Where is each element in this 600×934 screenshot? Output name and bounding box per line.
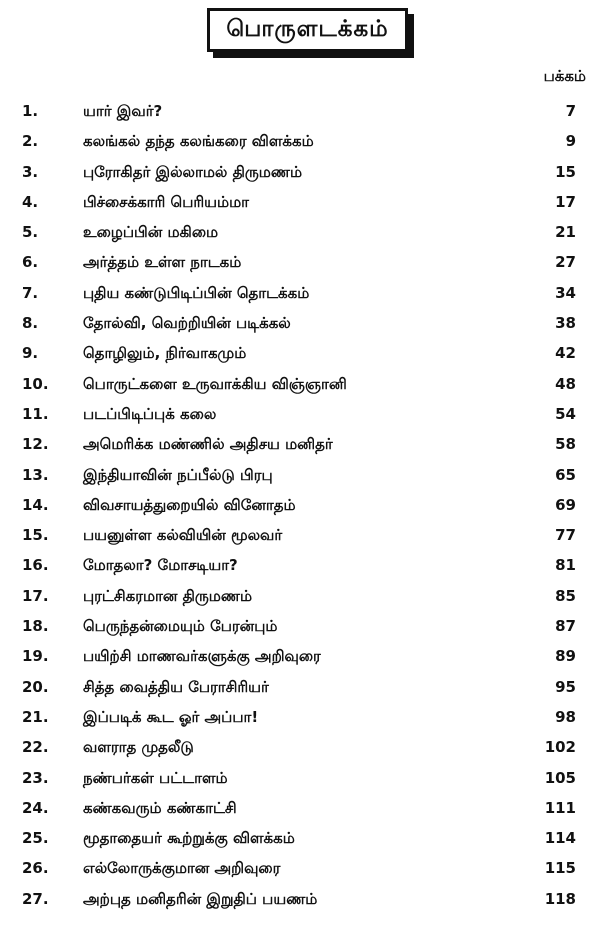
- toc-entry-page: 42: [555, 344, 576, 363]
- toc-entry-title: அற்புத மனிதரின் இறுதிப் பயணம்: [83, 889, 318, 908]
- toc-entry-number: 6.: [22, 253, 39, 272]
- toc-row: [0, 520, 600, 550]
- toc-entry-title: கலங்கல் தந்த கலங்கரை விளக்கம்: [83, 132, 314, 151]
- toc-entry-page: 111: [544, 798, 576, 817]
- toc-entry-page: 69: [555, 495, 576, 514]
- toc-entry-page: 77: [555, 526, 576, 545]
- page-title: பொருளடக்கம்: [207, 8, 408, 52]
- toc-entry-title: சித்த வைத்திய பேராசிரியர்: [83, 677, 269, 696]
- toc-entry-number: 24.: [22, 798, 49, 817]
- toc-entry-page: 38: [555, 314, 576, 333]
- toc-entry-number: 23.: [22, 768, 49, 787]
- toc-entry-number: 26.: [22, 859, 49, 878]
- toc-entry-number: 13.: [22, 465, 49, 484]
- toc-row: [0, 460, 600, 490]
- toc-row: [0, 672, 600, 702]
- toc-entry-title: தோல்வி, வெற்றியின் படிக்கல்: [83, 314, 291, 333]
- toc-entry-page: 81: [555, 556, 576, 575]
- toc-entry-page: 114: [544, 829, 576, 848]
- toc-entry-number: 11.: [22, 404, 49, 423]
- toc-entry-number: 8.: [22, 314, 39, 333]
- toc-row: [0, 308, 600, 338]
- toc-entry-title: பயனுள்ள கல்வியின் மூலவர்: [83, 526, 283, 545]
- toc-entry-page: 118: [544, 889, 576, 908]
- toc-entry-number: 9.: [22, 344, 39, 363]
- toc-entry-title: தொழிலும், நிர்வாகமும்: [83, 344, 247, 363]
- toc-entry-title: பயிற்சி மாணவர்களுக்கு அறிவுரை: [83, 647, 321, 666]
- toc-row: [0, 823, 600, 853]
- toc-row: [0, 399, 600, 429]
- toc-entry-title: அமெரிக்க மண்ணில் அதிசய மனிதர்: [83, 435, 333, 454]
- toc-entry-title: புதிய கண்டுபிடிப்பின் தொடக்கம்: [83, 283, 310, 302]
- toc-entry-title: யார் இவர்?: [83, 102, 163, 120]
- toc-row: [0, 611, 600, 641]
- toc-entry-page: 27: [555, 253, 576, 272]
- toc-entry-title: பெருந்தன்மையும் பேரன்பும்: [83, 617, 278, 636]
- toc-entry-page: 65: [555, 465, 576, 484]
- toc-entry-title: அர்த்தம் உள்ள நாடகம்: [83, 253, 242, 272]
- toc-entry-page: 7: [565, 102, 576, 120]
- toc-row: [0, 278, 600, 308]
- toc-entry-number: 5.: [22, 223, 39, 242]
- toc-entry-page: 54: [555, 404, 576, 423]
- toc-entry-page: 115: [544, 859, 576, 878]
- toc-row: [0, 429, 600, 459]
- toc-entry-title: விவசாயத்துறையில் வினோதம்: [83, 495, 296, 514]
- toc-entry-title: புரோகிதர் இல்லாமல் திருமணம்: [83, 162, 303, 181]
- toc-entry-number: 10.: [22, 374, 49, 393]
- toc-entry-number: 1.: [22, 102, 39, 120]
- toc-entry-number: 17.: [22, 586, 49, 605]
- toc-entry-title: மூதாதையர் கூற்றுக்கு விளக்கம்: [83, 829, 295, 848]
- toc-row: [0, 217, 600, 247]
- toc-entry-number: 14.: [22, 495, 49, 514]
- toc-row: [0, 702, 600, 732]
- toc-row: [0, 338, 600, 368]
- page-column-label: பக்கம்: [543, 67, 586, 85]
- toc-entry-title: எல்லோருக்குமான அறிவுரை: [83, 859, 281, 878]
- toc-entry-number: 15.: [22, 526, 49, 545]
- toc-entry-number: 20.: [22, 677, 49, 696]
- toc-entry-title: புரட்சிகரமான திருமணம்: [83, 586, 253, 605]
- toc-entry-title: படப்பிடிப்புக் கலை: [83, 404, 217, 423]
- toc-entry-page: 105: [544, 768, 576, 787]
- toc-entry-number: 4.: [22, 192, 39, 211]
- toc-row: [0, 884, 600, 914]
- toc-row: [0, 550, 600, 580]
- toc-entry-number: 7.: [22, 283, 39, 302]
- toc-entry-title: மோதலா? மோசடியா?: [83, 556, 238, 575]
- toc-row: [0, 369, 600, 399]
- toc-entry-number: 18.: [22, 617, 49, 636]
- toc-entry-title: இந்தியாவின் நப்பீல்டு பிரபு: [83, 465, 273, 484]
- toc-entry-page: 87: [555, 617, 576, 636]
- toc-entry-title: கண்கவரும் கண்காட்சி: [83, 798, 237, 817]
- toc-entry-number: 19.: [22, 647, 49, 666]
- toc-row: [0, 763, 600, 793]
- toc-row: [0, 126, 600, 156]
- toc-entry-page: 9: [565, 132, 576, 151]
- toc-entry-title: நண்பர்கள் பட்டாளம்: [83, 768, 228, 787]
- toc-row: [0, 96, 600, 126]
- toc-entry-number: 27.: [22, 889, 49, 908]
- toc-entry-page: 17: [555, 192, 576, 211]
- toc-row: [0, 247, 600, 277]
- toc-row: [0, 581, 600, 611]
- toc-entry-page: 34: [555, 283, 576, 302]
- toc-entry-page: 21: [555, 223, 576, 242]
- toc-row: [0, 490, 600, 520]
- toc-row: [0, 157, 600, 187]
- toc-row: [0, 641, 600, 671]
- toc-entry-title: வளராத முதலீடு: [83, 738, 194, 757]
- toc-row: [0, 793, 600, 823]
- toc-row: [0, 187, 600, 217]
- toc-entry-page: 48: [555, 374, 576, 393]
- toc-row: [0, 732, 600, 762]
- toc-entry-number: 21.: [22, 707, 49, 726]
- toc-entry-title: பிச்சைக்காரி பெரியம்மா: [83, 192, 250, 211]
- toc-entry-number: 3.: [22, 162, 39, 181]
- toc-entry-page: 15: [555, 162, 576, 181]
- toc-entry-page: 102: [544, 738, 576, 757]
- toc-entry-number: 22.: [22, 738, 49, 757]
- title-frame: [207, 8, 414, 58]
- toc-entry-page: 95: [555, 677, 576, 696]
- toc-entry-page: 89: [555, 647, 576, 666]
- toc-entry-page: 85: [555, 586, 576, 605]
- table-of-contents: [0, 96, 600, 914]
- toc-entry-number: 25.: [22, 829, 49, 848]
- toc-entry-title: பொருட்களை உருவாக்கிய விஞ்ஞானி: [83, 374, 347, 393]
- toc-entry-page: 98: [555, 707, 576, 726]
- toc-entry-page: 58: [555, 435, 576, 454]
- toc-row: [0, 853, 600, 883]
- toc-entry-number: 12.: [22, 435, 49, 454]
- toc-entry-title: இப்படிக் கூட ஓர் அப்பா!: [83, 707, 259, 726]
- toc-entry-title: உழைப்பின் மகிமை: [83, 223, 219, 242]
- toc-entry-number: 16.: [22, 556, 49, 575]
- toc-entry-number: 2.: [22, 132, 39, 151]
